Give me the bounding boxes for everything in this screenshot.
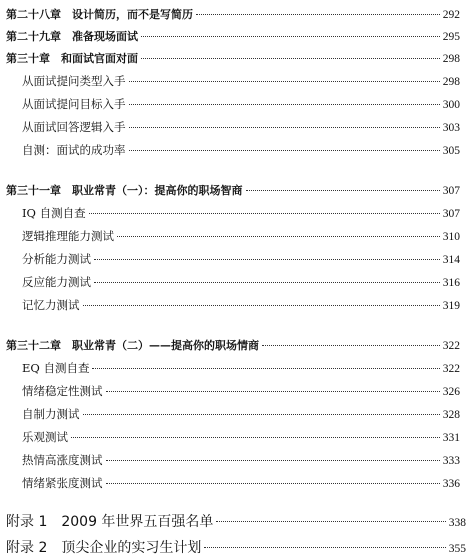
toc-section-title: 逻辑推理能力测试 — [22, 229, 114, 243]
toc-appendix-2 — [6, 537, 466, 557]
toc-section — [22, 73, 460, 89]
toc-section-title: 乐观测试 — [22, 430, 68, 444]
toc-page-number: 316 — [442, 277, 460, 289]
dot-leader — [83, 305, 440, 306]
toc-page-number: 333 — [442, 455, 460, 467]
toc-page-number: 298 — [442, 76, 460, 88]
dot-leader — [83, 414, 440, 415]
toc-appendix-title: 附录 1 2009 年世界五百强名单 — [6, 514, 214, 530]
toc-section — [22, 297, 460, 313]
toc-page-number: 328 — [442, 409, 460, 421]
dot-leader — [89, 213, 440, 214]
dot-leader — [129, 81, 440, 82]
dot-leader — [216, 521, 445, 522]
toc-page-number: 314 — [442, 254, 460, 266]
toc-section — [22, 251, 460, 267]
toc-page-number: 295 — [442, 31, 460, 43]
dot-leader — [262, 345, 440, 346]
toc-section — [22, 360, 460, 376]
toc-chapter-title: 第三十一章 职业常青（一）：提高你的职场智商 — [6, 184, 243, 197]
toc-section-title: 记忆力测试 — [22, 298, 80, 312]
toc-section — [22, 452, 460, 468]
toc-page-number: 310 — [442, 231, 460, 243]
toc-chapter-30 — [6, 50, 460, 66]
toc-chapter-31 — [6, 182, 460, 198]
toc-section-title: 情绪稳定性测试 — [22, 384, 103, 398]
toc-page-number: 322 — [442, 363, 460, 375]
dot-leader — [106, 391, 440, 392]
dot-leader — [129, 150, 440, 151]
toc-page-number: 300 — [442, 99, 460, 111]
toc-section — [22, 475, 460, 491]
dot-leader — [141, 36, 440, 37]
dot-leader — [196, 14, 440, 15]
dot-leader — [92, 368, 439, 369]
dot-leader — [106, 460, 440, 461]
toc-page-number: 305 — [442, 145, 460, 157]
dot-leader — [141, 58, 440, 59]
toc-section — [22, 274, 460, 290]
dot-leader — [117, 236, 440, 237]
toc-page-number: 307 — [442, 208, 460, 220]
toc-appendix-1 — [6, 511, 466, 531]
toc-section-title: IQ 自测自查 — [22, 206, 86, 220]
toc-appendix-title: 附录 2 顶尖企业的实习生计划 — [6, 540, 202, 556]
toc-section — [22, 142, 460, 158]
toc-section-title: 从面试提问目标入手 — [22, 97, 126, 111]
toc-chapter-title: 第二十九章 准备现场面试 — [6, 30, 138, 43]
toc-page-number: 326 — [442, 386, 460, 398]
toc-page-number: 292 — [442, 9, 460, 21]
toc-section-title: 自测：面试的成功率 — [22, 143, 126, 157]
toc-section-title: 热情高涨度测试 — [22, 453, 103, 467]
toc-section-title: 情绪紧张度测试 — [22, 476, 103, 490]
dot-leader — [106, 483, 440, 484]
toc-page-number: 331 — [442, 432, 460, 444]
toc-section-title: 反应能力测试 — [22, 275, 91, 289]
dot-leader — [94, 282, 440, 283]
toc-page-number: 298 — [442, 53, 460, 65]
toc-chapter-title: 第二十八章 设计简历，而不是写简历 — [6, 8, 193, 21]
toc-page-number: 336 — [442, 478, 460, 490]
toc-section — [22, 228, 460, 244]
toc-section — [22, 205, 460, 221]
toc-section-title: 从面试提问类型入手 — [22, 74, 126, 88]
toc-section — [22, 383, 460, 399]
toc-section-title: 分析能力测试 — [22, 252, 91, 266]
toc-page-number: 303 — [442, 122, 460, 134]
toc-section — [22, 119, 460, 135]
toc-chapter-title: 第三十章 和面试官面对面 — [6, 52, 138, 65]
toc-chapter-title: 第三十二章 职业常青（二）——提高你的职场情商 — [6, 339, 259, 352]
toc-chapter-28 — [6, 6, 460, 22]
dot-leader — [204, 547, 445, 548]
toc-page-number: 338 — [448, 517, 466, 529]
dot-leader — [246, 190, 440, 191]
toc-page-number: 322 — [442, 340, 460, 352]
toc-section — [22, 406, 460, 422]
dot-leader — [129, 127, 440, 128]
toc-page-number: 319 — [442, 300, 460, 312]
toc-section — [22, 429, 460, 445]
toc-chapter-32 — [6, 337, 460, 353]
toc-page-number: 307 — [442, 185, 460, 197]
dot-leader — [129, 104, 440, 105]
toc-chapter-29 — [6, 28, 460, 44]
dot-leader — [94, 259, 440, 260]
toc-page-number: 355 — [448, 543, 466, 555]
toc-section-title: 自制力测试 — [22, 407, 80, 421]
toc-section-title: EQ 自测自查 — [22, 361, 90, 375]
toc-section — [22, 96, 460, 112]
toc-section-title: 从面试回答逻辑入手 — [22, 120, 126, 134]
dot-leader — [71, 437, 440, 438]
